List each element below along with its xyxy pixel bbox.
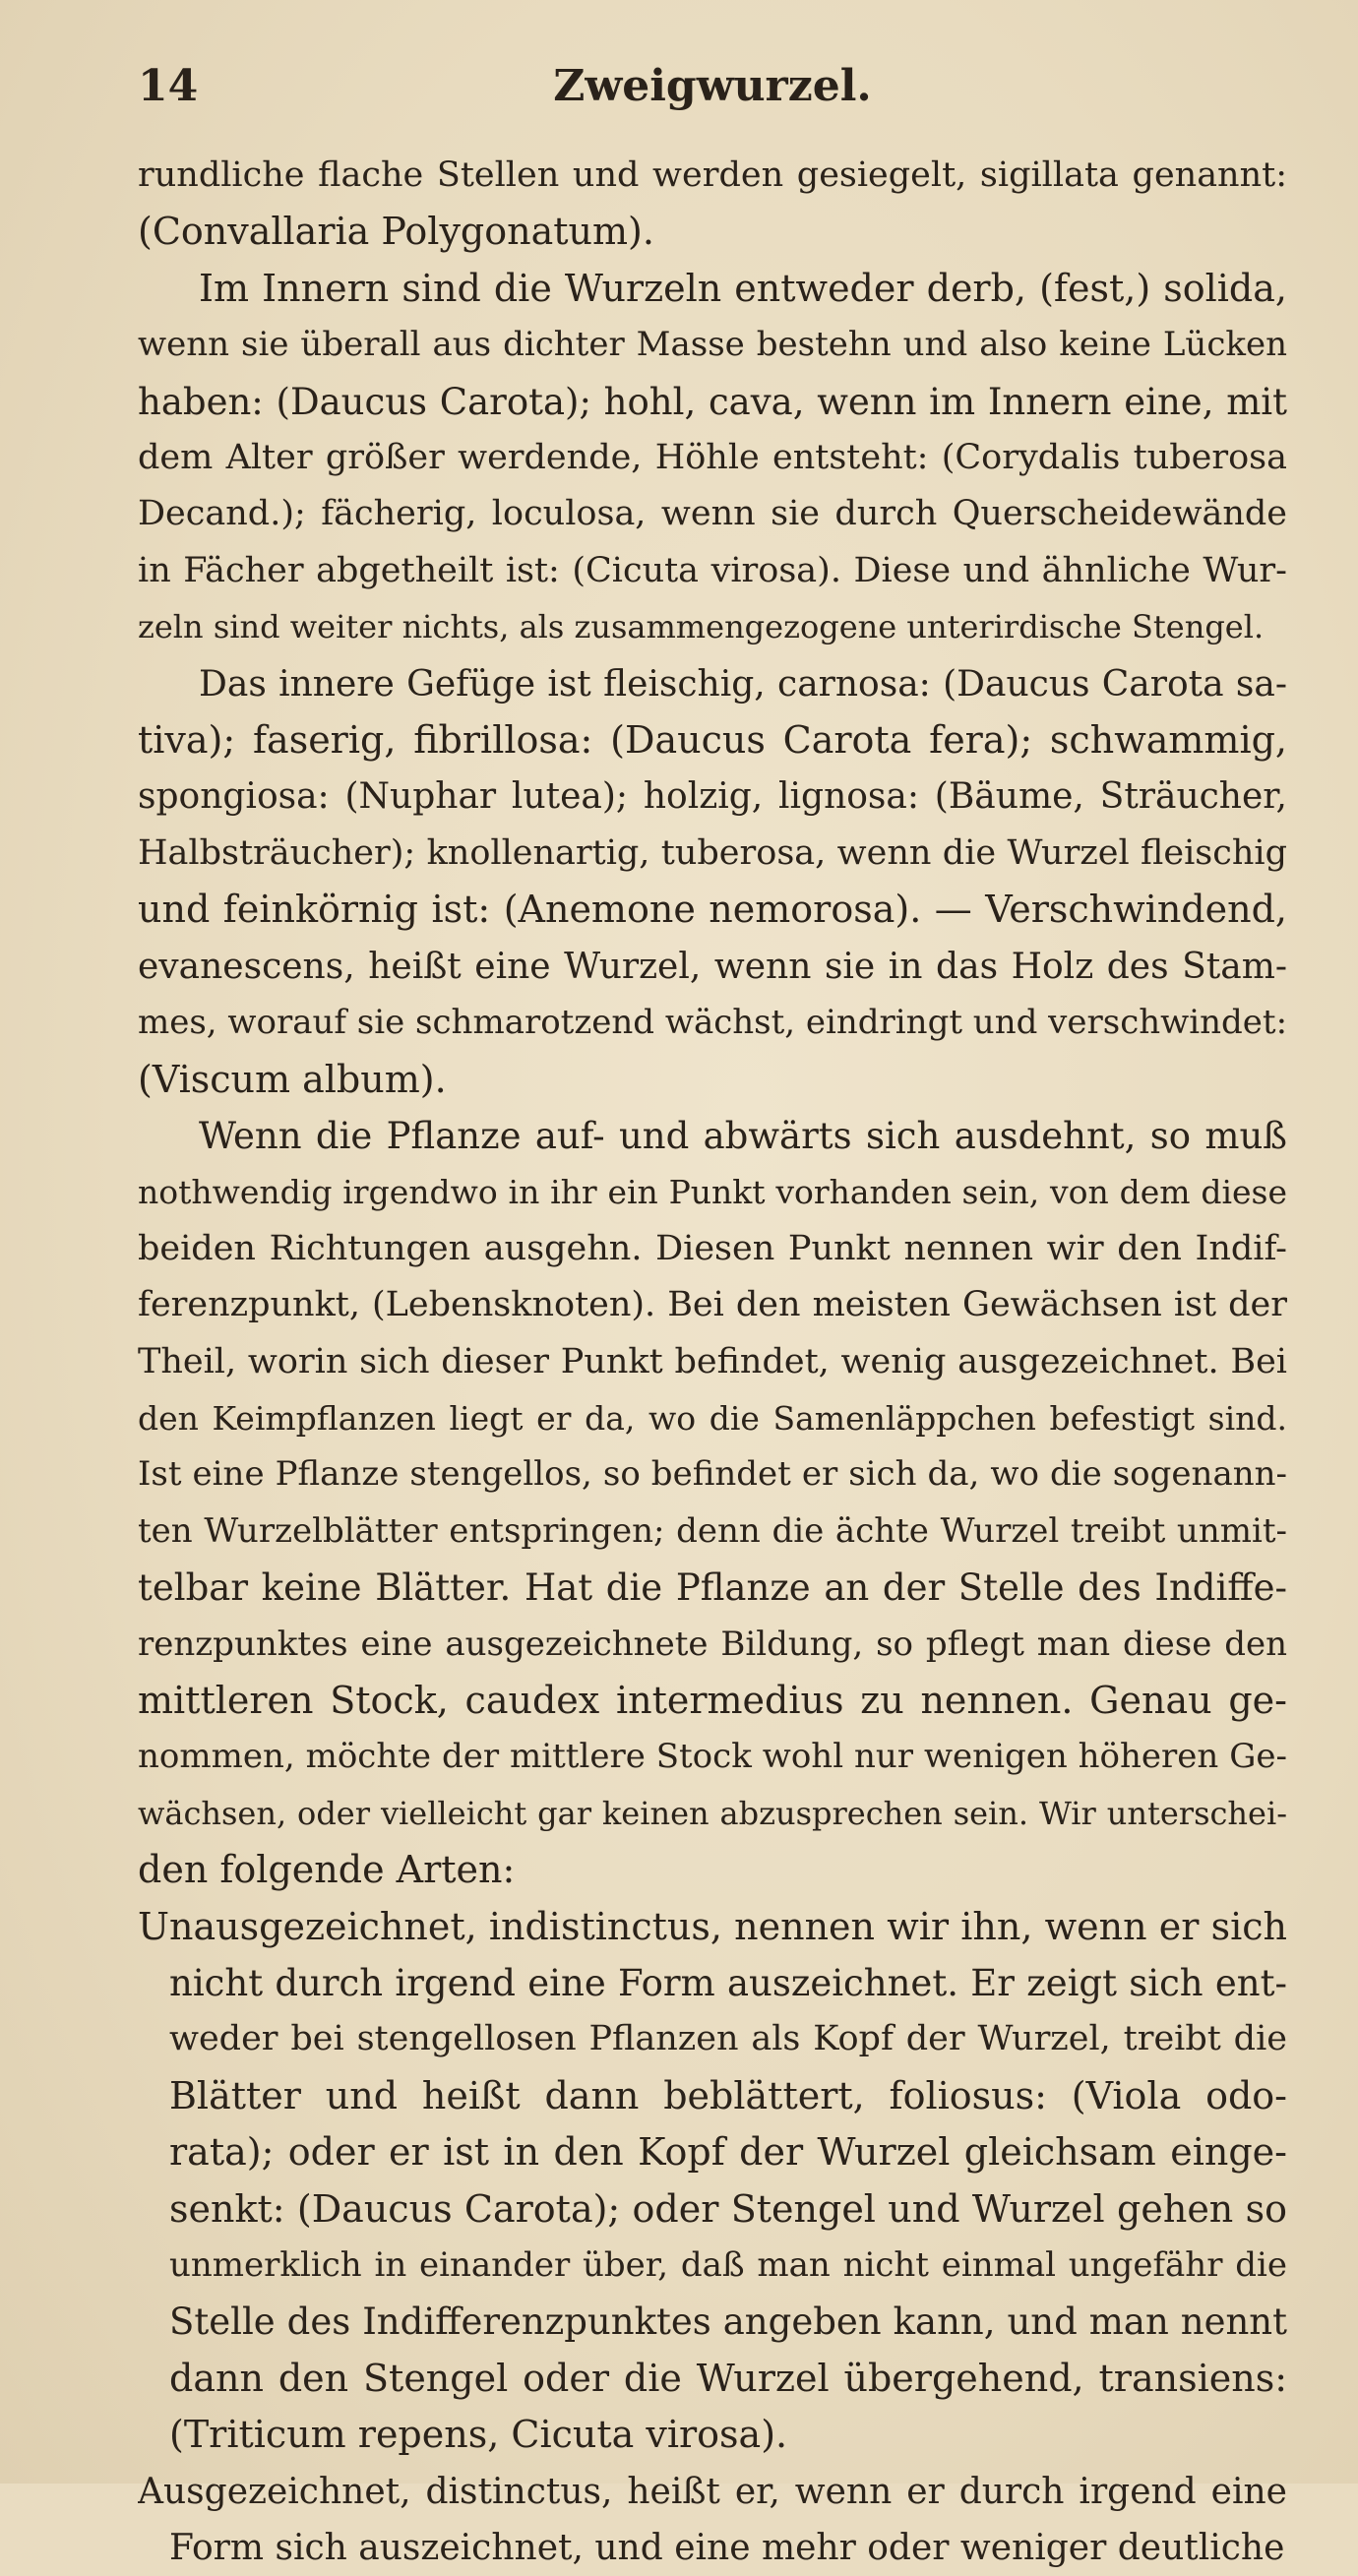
- text-line: nommen, möchte der mittlere Stock wohl nur wenigen höheren Ge-: [138, 1737, 1287, 1777]
- text-line: dem Alter größer werdende, Höhle entsteht: (Corydalis tuberosa: [138, 438, 1287, 478]
- text-line: Theil, worin sich dieser Punkt befindet, wenig ausgezeichnet. Bei: [138, 1341, 1287, 1381]
- text-line: mes, worauf sie schmarotzend wächst, eindringt und verschwindet:: [138, 1003, 1287, 1043]
- text-line: dann den Stengel oder die Wurzel übergehend, transiens:: [169, 2356, 1287, 2400]
- paragraph: [138, 656, 1287, 1108]
- text-line: beiden Richtungen ausgehn. Diesen Punkt nennen wir den Indif-: [138, 1228, 1287, 1268]
- text-line: wenn sie überall aus dichter Masse bestehn und also keine Lücken: [138, 325, 1287, 365]
- text-line: Ist eine Pflanze stengellos, so befindet er sich da, wo die sogenann-: [138, 1454, 1287, 1495]
- text-line: mittleren Stock, caudex intermedius zu nennen. Genau ge-: [138, 1678, 1287, 1722]
- body-text: [138, 148, 1287, 2576]
- text-line: weder bei stengellosen Pflanzen als Kopf der Wurzel, treibt die: [169, 2019, 1287, 2059]
- text-line: spongiosa: (Nuphar lutea); holzig, lignosa: (Bäume, Sträucher,: [138, 776, 1287, 818]
- text-line: rata); oder er ist in den Kopf der Wurzel gleichsam einge-: [169, 2130, 1287, 2175]
- running-head: Zweigwurzel.: [553, 61, 872, 111]
- text-line: den Keimpflanzen liegt er da, wo die Samenläppchen befestigt sind.: [138, 1398, 1287, 1438]
- paragraph: [138, 148, 1287, 261]
- text-line: rundliche flache Stellen und werden gesiegelt, sigillata genannt:: [138, 155, 1287, 195]
- text-line: Unausgezeichnet, indistinctus, nennen wir ihn, wenn er sich: [138, 1904, 1287, 1948]
- text-line: Wenn die Pflanze auf- und abwärts sich ausdehnt, so muß: [199, 1114, 1287, 1157]
- text-line: haben: (Daucus Carota); hohl, cava, wenn im Innern eine, mit: [138, 380, 1287, 423]
- paragraph: [138, 1108, 1287, 1899]
- text-line: Blätter und heißt dann beblättert, foliosus: (Viola odo-: [169, 2073, 1287, 2117]
- paragraph: [138, 1899, 1287, 2464]
- text-line: (Viscum album).: [138, 1057, 447, 1101]
- text-line: (Convallaria Polygonatum).: [138, 210, 654, 254]
- text-line: renzpunktes eine ausgezeichnete Bildung, so pflegt man diese den: [138, 1624, 1287, 1664]
- text-line: evanescens, heißt eine Wurzel, wenn sie in das Holz des Stam-: [138, 946, 1287, 987]
- text-line: ferenzpunkt, (Lebensknoten). Bei den meisten Gewächsen ist der: [138, 1285, 1287, 1325]
- text-line: Stelle des Indifferenzpunktes angeben kann, und man nennt: [169, 2300, 1287, 2344]
- text-line: Form sich auszeichnet, und eine mehr oder weniger deutliche: [169, 2528, 1285, 2569]
- text-line: Das innere Gefüge ist fleischig, carnosa: (Daucus Carota sa-: [199, 663, 1287, 705]
- text-line: nicht durch irgend eine Form auszeichnet. Er zeigt sich ent-: [169, 1962, 1287, 2004]
- text-line: wächsen, oder vielleicht gar keinen abzusprechen sein. Wir unterschei-: [138, 1794, 1287, 1832]
- text-line: (Triticum repens, Cicuta virosa).: [169, 2413, 788, 2457]
- text-line: Im Innern sind die Wurzeln entweder derb, (fest,) solida,: [199, 266, 1287, 310]
- text-line: tiva); faserig, fibrillosa: (Daucus Carota fera); schwammig,: [138, 718, 1287, 763]
- text-line: den folgende Arten:: [138, 1848, 516, 1892]
- text-line: Halbsträucher); knollenartig, tuberosa, wenn die Wurzel fleischig: [138, 832, 1287, 873]
- text-line: nothwendig irgendwo in ihr ein Punkt vorhanden sein, von dem diese: [138, 1173, 1287, 1212]
- text-line: und feinkörnig ist: (Anemone nemorosa). — Verschwindend,: [138, 888, 1287, 932]
- page-header: [138, 61, 1287, 122]
- paragraph: [138, 261, 1287, 656]
- text-line: senkt: (Daucus Carota); oder Stengel und Wurzel gehen so: [169, 2186, 1287, 2231]
- paragraph: [138, 2464, 1287, 2576]
- text-line: Ausgezeichnet, distinctus, heißt er, wenn er durch irgend eine: [138, 2471, 1287, 2512]
- page-number: 14: [138, 61, 199, 111]
- text-line: telbar keine Blätter. Hat die Pflanze an der Stelle des Indiffe-: [138, 1566, 1287, 1610]
- text-line: in Fächer abgetheilt ist: (Cicuta virosa). Diese und ähnliche Wur-: [138, 550, 1287, 590]
- text-line: zeln sind weiter nichts, als zusammengezogene unterirdische Stengel.: [138, 608, 1265, 646]
- text-line: unmerklich in einander über, daß man nicht einmal ungefähr die: [169, 2245, 1287, 2286]
- text-line: ten Wurzelblätter entspringen; denn die ächte Wurzel treibt unmit-: [138, 1510, 1287, 1551]
- text-line: Decand.); fächerig, loculosa, wenn sie durch Querscheidewände: [138, 494, 1287, 534]
